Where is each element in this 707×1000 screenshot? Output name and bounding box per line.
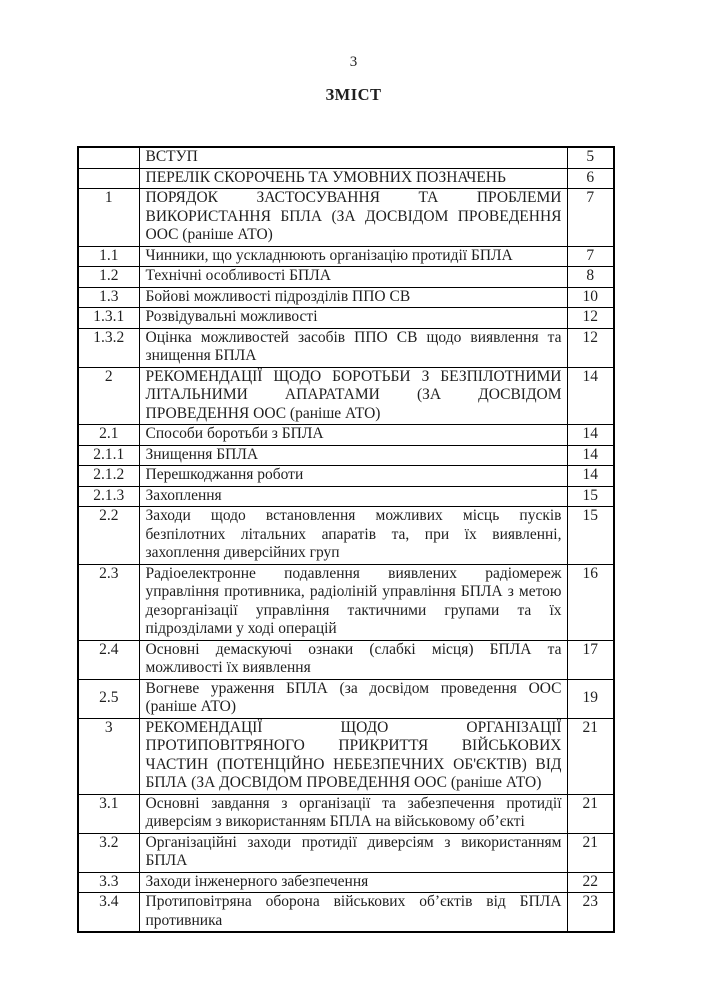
toc-row: [78, 679, 614, 718]
toc-row: [78, 445, 614, 466]
toc-row: [78, 246, 614, 267]
toc-row-page: 17: [567, 640, 614, 679]
toc-row: [78, 833, 614, 872]
toc-row-title: ВСТУП: [139, 147, 567, 168]
toc-row: [78, 564, 614, 640]
toc-row: [78, 466, 614, 487]
toc-row-title: Радіоелектронне подавлення виявлених радіомереж управління противника, радіоліній управління БПЛА з метою дезорганізації управління тактичними групами та їх підрозділами у ході операцій: [139, 564, 567, 640]
toc-row-page: 12: [567, 308, 614, 329]
toc-row-title: Захоплення: [139, 486, 567, 507]
toc-row: [78, 147, 614, 168]
toc-row-page: 10: [567, 287, 614, 308]
toc-row-page: 21: [567, 794, 614, 833]
toc-row-title: Заходи інженерного забезпечення: [139, 872, 567, 893]
toc-row-title: ПОРЯДОК ЗАСТОСУВАННЯ ТА ПРОБЛЕМИ ВИКОРИСТАННЯ БПЛА (ЗА ДОСВІДОМ ПРОВЕДЕННЯ ООС (раніше АТО): [139, 189, 567, 247]
toc-row-page: 21: [567, 718, 614, 794]
toc-row-page: 14: [567, 367, 614, 425]
toc-row-title: Заходи щодо встановлення можливих місць пусків безпілотних літальних апаратів та, при їх виявленні, захоплення диверсійних груп: [139, 507, 567, 565]
toc-row-page: 15: [567, 507, 614, 565]
toc-row-number: 2.1: [78, 425, 139, 446]
toc-row-title: Перешкоджання роботи: [139, 466, 567, 487]
toc-row: [78, 893, 614, 933]
toc-row-number: 2.1.2: [78, 466, 139, 487]
toc-row: [78, 308, 614, 329]
toc-row-page: 14: [567, 425, 614, 446]
toc-row-number: 2.5: [78, 679, 139, 718]
toc-row-number: 1.1: [78, 246, 139, 267]
toc-row-number: 3.3: [78, 872, 139, 893]
toc-row-number: 1.3.2: [78, 328, 139, 367]
toc-row-number: 1.3.1: [78, 308, 139, 329]
toc-row: [78, 267, 614, 288]
toc-row-page: 7: [567, 246, 614, 267]
toc-row: [78, 367, 614, 425]
toc-row-page: 22: [567, 872, 614, 893]
toc-row-page: 7: [567, 189, 614, 247]
toc-row-number: 1.2: [78, 267, 139, 288]
toc-row-number: 1: [78, 189, 139, 247]
toc-row: [78, 794, 614, 833]
toc-row-page: 16: [567, 564, 614, 640]
toc-row-number: 3.2: [78, 833, 139, 872]
toc-row-title: ПЕРЕЛІК СКОРОЧЕНЬ ТА УМОВНИХ ПОЗНАЧЕНЬ: [139, 168, 567, 189]
toc-row-title: Організаційні заходи протидії диверсіям з використанням БПЛА: [139, 833, 567, 872]
toc-row-number: [78, 147, 139, 168]
toc-row: [78, 189, 614, 247]
toc-row: [78, 287, 614, 308]
toc-row-number: 2.1.1: [78, 445, 139, 466]
toc-row-title: РЕКОМЕНДАЦІЇ ЩОДО БОРОТЬБИ З БЕЗПІЛОТНИМИ ЛІТАЛЬНИМИ АПАРАТАМИ (ЗА ДОСВІДОМ ПРОВЕДЕННЯ ООС (раніше АТО): [139, 367, 567, 425]
toc-table: [77, 146, 615, 933]
toc-row: [78, 640, 614, 679]
toc-table-body: [78, 147, 614, 932]
toc-row: [78, 872, 614, 893]
toc-row-page: 12: [567, 328, 614, 367]
toc-row-number: 2.1.3: [78, 486, 139, 507]
toc-row: [78, 328, 614, 367]
toc-row-title: Бойові можливості підрозділів ППО СВ: [139, 287, 567, 308]
toc-row: [78, 718, 614, 794]
toc-row-title: Розвідувальні можливості: [139, 308, 567, 329]
toc-row-title: Способи боротьби з БПЛА: [139, 425, 567, 446]
toc-row-number: 3: [78, 718, 139, 794]
toc-row-page: 8: [567, 267, 614, 288]
toc-row-title: Протиповітряна оборона військових об’єктів від БПЛА противника: [139, 893, 567, 933]
toc-row-title: Основні завдання з організації та забезпечення протидії диверсіям з використанням БПЛА на військовому об’єкті: [139, 794, 567, 833]
toc-row-title: Знищення БПЛА: [139, 445, 567, 466]
toc-row-number: 3.4: [78, 893, 139, 933]
toc-row-number: [78, 168, 139, 189]
toc-row-title: Чинники, що ускладнюють організацію протидії БПЛА: [139, 246, 567, 267]
page-title: ЗМІСТ: [325, 85, 382, 104]
toc-row-page: 23: [567, 893, 614, 933]
toc-row-page: 21: [567, 833, 614, 872]
toc-row-page: 19: [567, 679, 614, 718]
toc-row-number: 2: [78, 367, 139, 425]
toc-row: [78, 486, 614, 507]
toc-row-number: 1.3: [78, 287, 139, 308]
toc-row-title: Вогневе ураження БПЛА (за досвідом проведення ООС (раніше АТО): [139, 679, 567, 718]
toc-row-title: Основні демаскуючі ознаки (слабкі місця) БПЛА та можливості їх виявлення: [139, 640, 567, 679]
toc-row-number: 2.2: [78, 507, 139, 565]
toc-row-page: 14: [567, 466, 614, 487]
toc-row-number: 3.1: [78, 794, 139, 833]
toc-row: [78, 168, 614, 189]
toc-row-title: Оцінка можливостей засобів ППО СВ щодо виявлення та знищення БПЛА: [139, 328, 567, 367]
toc-row: [78, 507, 614, 565]
toc-row-page: 6: [567, 168, 614, 189]
toc-row-page: 14: [567, 445, 614, 466]
toc-row-page: 15: [567, 486, 614, 507]
toc-row-number: 2.4: [78, 640, 139, 679]
toc-row-title: Технічні особливості БПЛА: [139, 267, 567, 288]
toc-row-number: 2.3: [78, 564, 139, 640]
toc-row-title: РЕКОМЕНДАЦІЇ ЩОДО ОРГАНІЗАЦІЇ ПРОТИПОВІТРЯНОГО ПРИКРИТТЯ ВІЙСЬКОВИХ ЧАСТИН (ПОТЕНЦІЙНО НЕБЕЗПЕЧНИХ ОБ'ЄКТІВ) ВІД БПЛА (ЗА ДОСВІДОМ ПРОВЕДЕННЯ ООС (раніше АТО): [139, 718, 567, 794]
toc-row-page: 5: [567, 147, 614, 168]
toc-row: [78, 425, 614, 446]
page-number: 3: [349, 54, 358, 70]
